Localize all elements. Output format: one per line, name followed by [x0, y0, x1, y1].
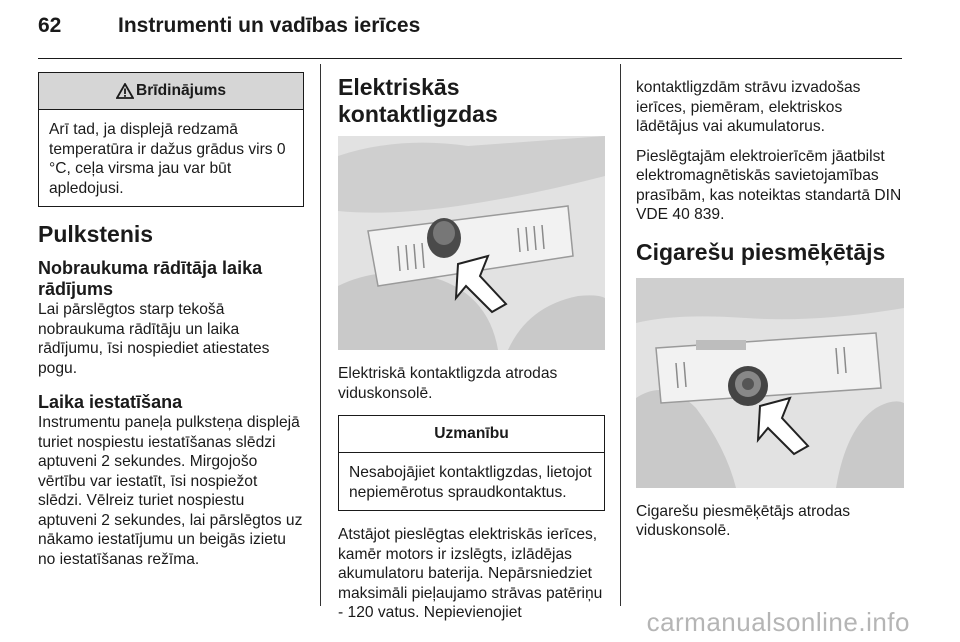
notice-title: Uzmanību [434, 425, 509, 442]
watermark: carmanualsonline.info [646, 607, 910, 637]
trip-heading: Nobraukuma rādītāja laika rādījums [38, 258, 263, 299]
power-outlet-illustration [338, 136, 605, 350]
warning-title: Brīdinājums [135, 82, 227, 99]
warning-triangle-icon [116, 83, 134, 99]
power-outlet-caption: Elektriskā kontaktligzda atrodas viduskonsolē. [338, 365, 558, 402]
clock-heading: Pulkstenis [38, 221, 154, 247]
cigarette-lighter-heading: Cigarešu piesmēķētājs [636, 238, 886, 265]
header-rule [38, 58, 902, 59]
time-setting-text: Instrumentu paneļa pulksteņa displejā turiet nospiestu iestatīšanas slēdzi aptuveni 2 sekundes. Mirgojošo vērtību var iestatīt, īsi nospiežot slēdzi. Vēlreiz turiet nospiestu aptuveni 2 sekundes, lai pārslēgtos uz nākamo iestatījumu un beigās izietu no iestatīšanas režīma. [38, 414, 303, 568]
page-number: 62 [38, 14, 62, 37]
emc-text: Pieslēgtajām elektroierīcēm jāatbilst elektromagnētiskās savietojamības prasībām, kas noteiktas standartā DIN VDE 40 839. [636, 147, 902, 223]
column-2 [338, 74, 605, 633]
cigarette-lighter-illustration [636, 278, 904, 488]
warning-box-header [39, 73, 303, 110]
power-outlet-text: Atstājot pieslēgtas elektriskās ierīces, kamēr motors ir izslēgts, izlādējas akumulatoru baterija. Nepārsniedziet maksimāli pieļaujamo strāvas patēriņu - 120 vatus. Nepievienojiet [338, 526, 603, 621]
column-3 [636, 78, 904, 551]
warning-text: Arī tad, ja displejā redzamā temperatūra ir dažus grādus virs 0 °C, ceļa virsma jau var būt apledojusi. [49, 121, 286, 197]
time-setting-heading: Laika iestatīšana [38, 392, 183, 412]
outlet-text-continued: kontaktligzdām strāvu izvadošas ierīces, piemēram, elektriskos lādētājus vai akumulatorus. [636, 79, 861, 135]
warning-box [38, 72, 304, 207]
notice-text: Nesabojājiet kontaktligzdas, lietojot nepiemērotus spraudkontaktus. [349, 464, 592, 501]
notice-box-header [339, 416, 604, 453]
column-divider-2 [620, 64, 621, 606]
column-divider-1 [320, 64, 321, 606]
cigarette-lighter-caption: Cigarešu piesmēķētājs atrodas viduskonsolē. [636, 502, 851, 539]
notice-box [338, 415, 605, 511]
trip-text: Lai pārslēgtos starp tekošā nobraukuma rādītāju un laika rādījumu, īsi nospiediet atiestates pogu. [38, 301, 270, 377]
power-outlet-heading: Elektriskās kontaktligzdas [338, 74, 498, 127]
column-1 [38, 72, 304, 579]
page-title: Instrumenti un vadības ierīces [118, 14, 421, 37]
